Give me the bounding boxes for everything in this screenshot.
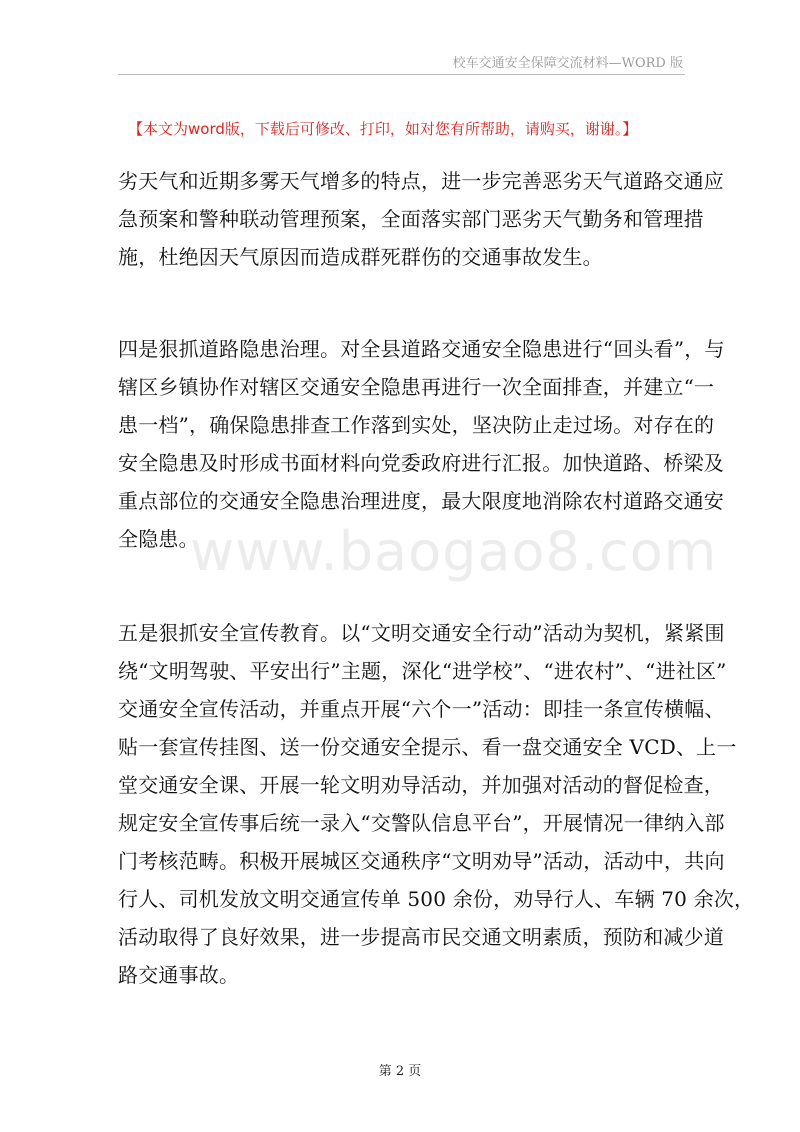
paragraph-line: 五是狠抓安全宣传教育。以“文明交通安全行动”活动为契机，紧紧围 [118, 621, 725, 645]
paragraph-line: 全隐患。 [118, 527, 199, 551]
paragraph-line: 劣天气和近期多雾天气增多的特点，进一步完善恶劣天气道路交通应 [118, 169, 724, 193]
paragraph-line: 交通安全宣传活动，并重点开展“六个一”活动：即挂一条宣传横幅、 [118, 697, 725, 721]
paragraph-line: 贴一套宣传挂图、送一份交通安全提示、看一盘交通安全 VCD、上一 [118, 735, 737, 759]
header-divider [118, 74, 685, 75]
paragraph-line: 重点部位的交通安全隐患治理进度，最大限度地消除农村道路交通安 [118, 489, 724, 513]
paragraph-line: 安全隐患及时形成书面材料向党委政府进行汇报。加快道路、桥梁及 [118, 451, 724, 475]
paragraph-line: 堂交通安全课、开展一轮文明劝导活动，并加强对活动的督促检查， [118, 773, 724, 797]
paragraph-line: 路交通事故。 [118, 963, 240, 987]
page-number: 第 2 页 [378, 1064, 422, 1079]
paragraph-line: 绕“文明驾驶、平安出行”主题，深化“进学校”、“进农村”、“进社区” [118, 659, 727, 683]
paragraph-road-hazards [118, 330, 725, 558]
paragraph-line: 规定安全宣传事后统一录入“交警队信息平台”，开展情况一律纳入部 [118, 811, 725, 835]
watermark: www.baogao8.com [190, 520, 718, 583]
paragraph-line: 行人、司机发放文明交通宣传单 500 余份，劝导行人、车辆 70 余次， [118, 887, 755, 911]
paragraph-weather [118, 162, 724, 276]
paragraph-line: 急预案和警种联动管理预案，全面落实部门恶劣天气勤务和管理措 [118, 207, 704, 231]
paragraph-line: 患一档”，确保隐患排查工作落到实处，坚决防止走过场。对存在的 [118, 413, 715, 437]
paragraph-line: 四是狠抓道路隐患治理。对全县道路交通安全隐患进行“回头看”，与 [118, 337, 725, 361]
paragraph-line: 施，杜绝因天气原因而造成群死群伤的交通事故发生。 [118, 245, 603, 269]
purchase-notice: 【本文为word版，下载后可修改、打印，如对您有所帮助，请购买，谢谢。】 [128, 120, 638, 138]
paragraph-safety-education [118, 614, 754, 994]
page-header: 校车交通安全保障交流材料—WORD 版 [452, 56, 683, 71]
paragraph-line: 活动取得了良好效果，进一步提高市民交通文明素质，预防和减少道 [118, 925, 724, 949]
paragraph-line: 门考核范畴。积极开展城区交通秩序“文明劝导”活动，活动中，共向 [118, 849, 725, 873]
paragraph-line: 辖区乡镇协作对辖区交通安全隐患再进行一次全面排查，并建立“一 [118, 375, 715, 399]
